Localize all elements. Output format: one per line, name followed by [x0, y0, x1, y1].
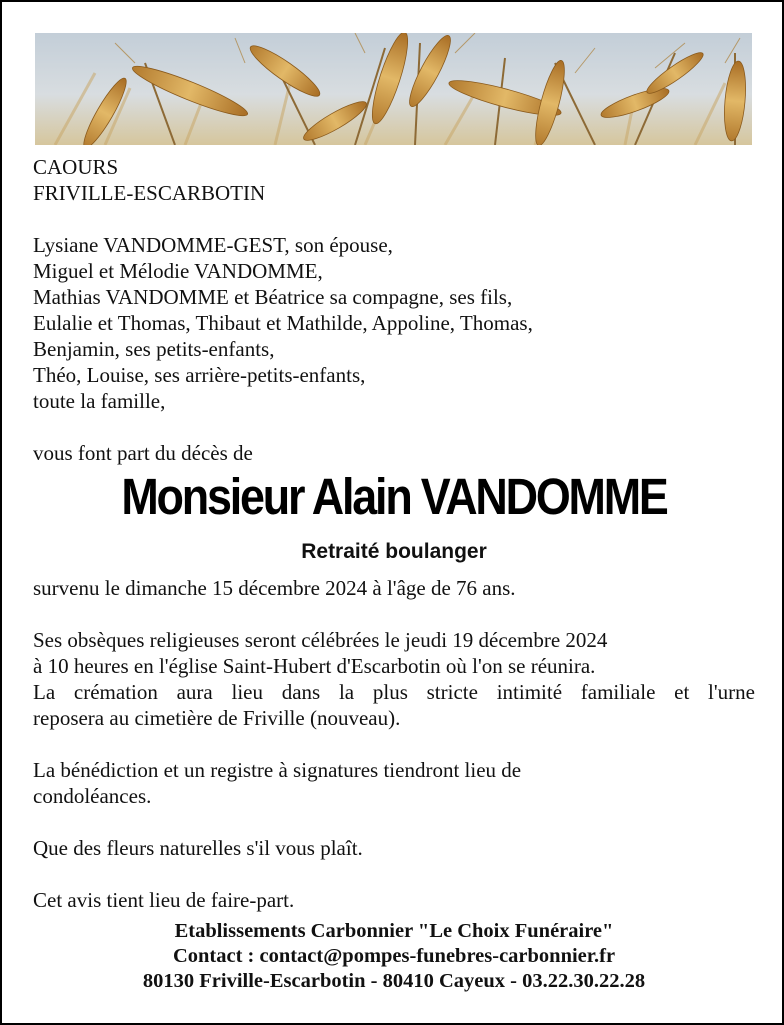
family-line: Lysiane VANDOMME-GEST, son épouse, [33, 233, 393, 257]
ceremony-line: Ses obsèques religieuses seront célébrées le jeudi 19 décembre 2024 [33, 628, 608, 652]
notice-body [33, 154, 755, 466]
wheat-field-image [35, 33, 752, 145]
location-line: FRIVILLE-ESCARBOTIN [33, 181, 266, 205]
funeral-home-name: Etablissements Carbonnier "Le Choix Funéraire" [174, 920, 614, 942]
ceremony-line: reposera au cimetière de Friville (nouveau). [33, 706, 401, 730]
ceremony-line: La crémation aura lieu dans la plus stricte intimité familiale et l'urne [33, 680, 755, 704]
funeral-home-contact: Contact : contact@pompes-funebres-carbonnier.fr [172, 945, 616, 967]
ceremony-line: à 10 heures en l'église Saint-Hubert d'Escarbotin où l'on se réunira. [33, 654, 596, 678]
family-line: Miguel et Mélodie VANDOMME, [33, 259, 323, 283]
wheat-illustration [35, 33, 752, 145]
notice-details [33, 575, 755, 913]
family-line: Théo, Louise, ses arrière-petits-enfants, [33, 363, 366, 387]
death-info: survenu le dimanche 15 décembre 2024 à l'âge de 76 ans. [33, 576, 516, 600]
funeral-home-address: 80130 Friville-Escarbotin - 80410 Cayeux - 03.22.30.22.28 [142, 970, 646, 992]
announcement-intro: vous font part du décès de [33, 441, 253, 465]
notice-line: Cet avis tient lieu de faire-part. [33, 888, 295, 912]
deceased-occupation: Retraité boulanger [301, 540, 487, 563]
condolences-line: condoléances. [33, 784, 152, 808]
deceased-name: Monsieur Alain VANDOMME [121, 468, 667, 525]
family-line: Mathias VANDOMME et Béatrice sa compagne, ses fils, [33, 285, 513, 309]
location-line: CAOURS [33, 155, 119, 179]
flowers-line: Que des fleurs naturelles s'il vous plaît. [33, 836, 363, 860]
family-line: toute la famille, [33, 389, 166, 413]
family-line: Benjamin, ses petits-enfants, [33, 337, 275, 361]
funeral-home-footer [2, 919, 784, 994]
condolences-line: La bénédiction et un registre à signatures tiendront lieu de [33, 758, 522, 782]
family-line: Eulalie et Thomas, Thibaut et Mathilde, Appoline, Thomas, [33, 311, 533, 335]
